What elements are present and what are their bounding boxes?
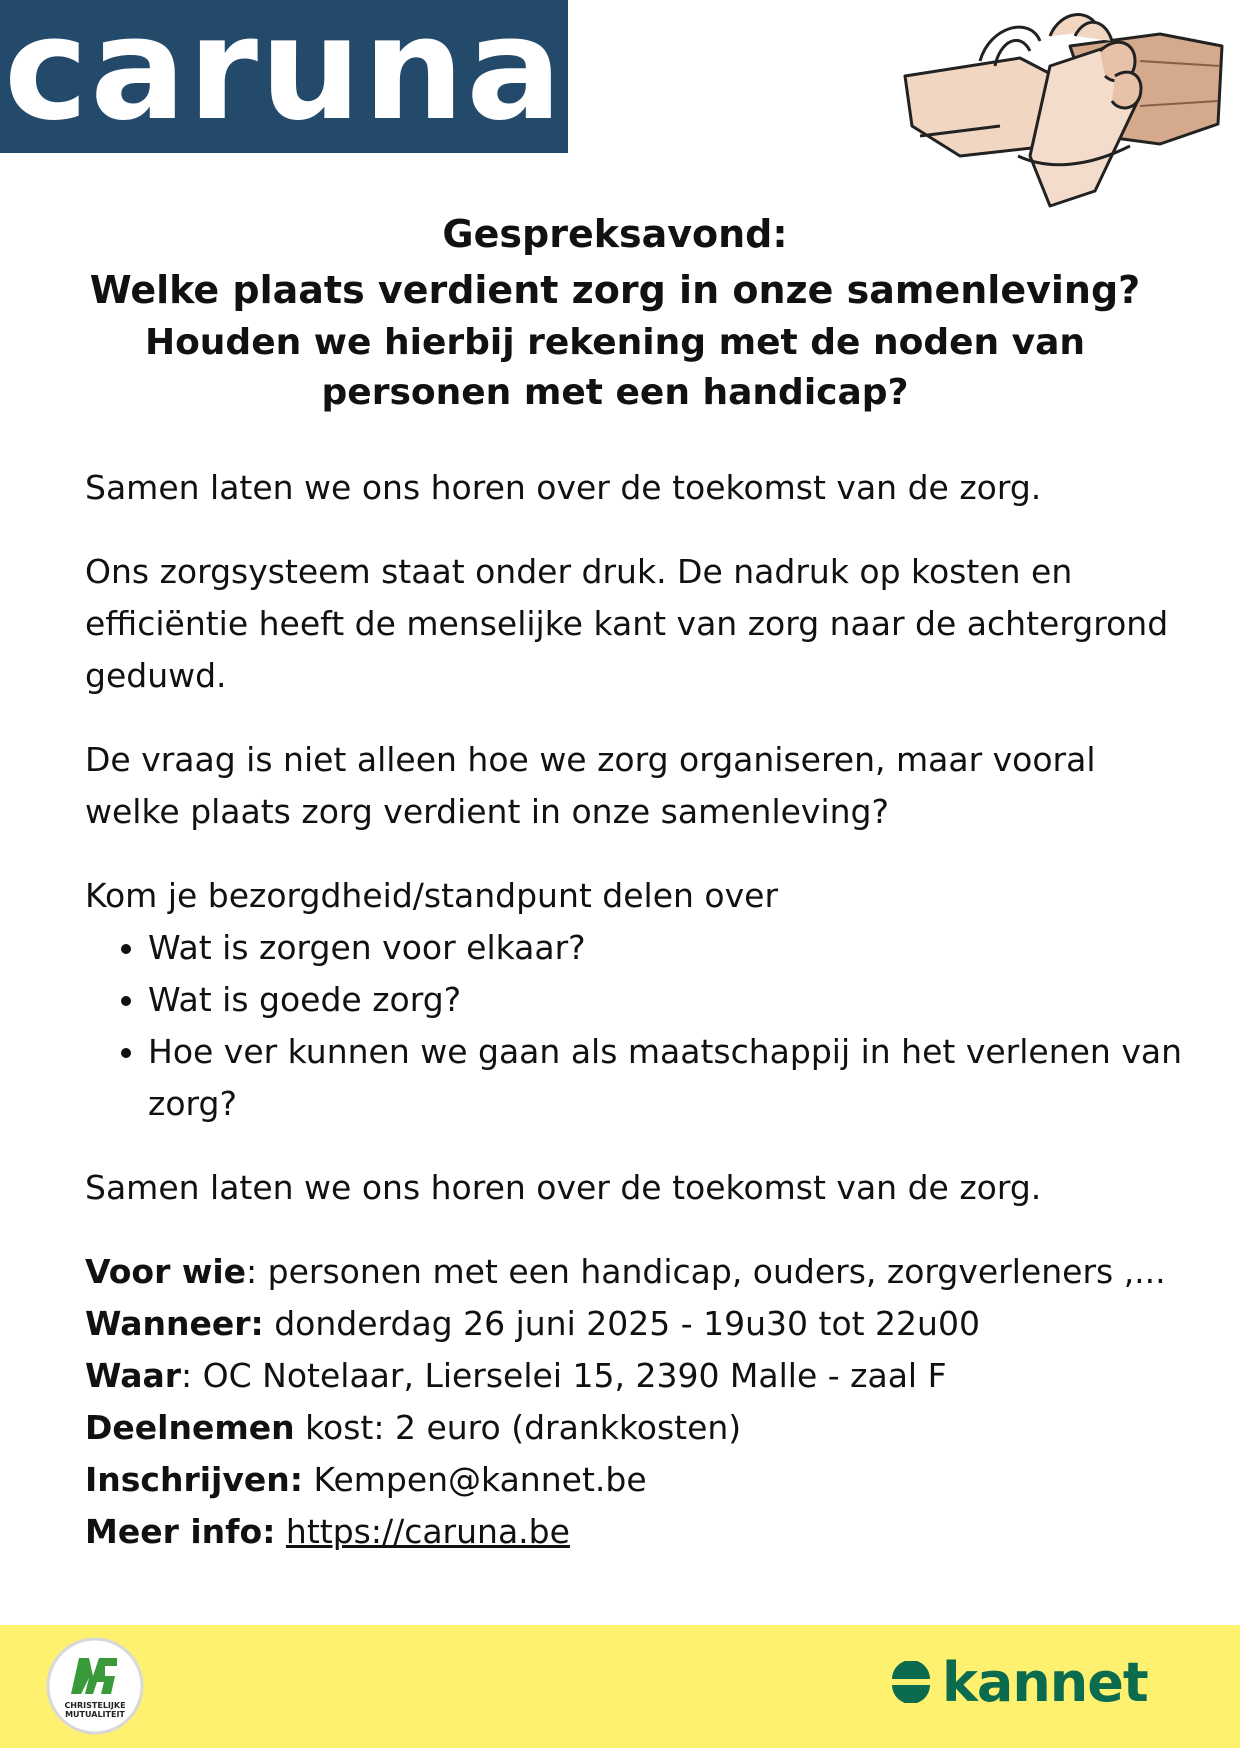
paragraph-5: Samen laten we ons horen over de toekomst van de zorg. xyxy=(85,1168,1042,1207)
info-signup xyxy=(85,1454,1185,1506)
info-when xyxy=(85,1298,1185,1350)
info-where xyxy=(85,1350,1185,1402)
clasped-hands-icon xyxy=(900,6,1230,211)
event-info xyxy=(85,1246,1185,1558)
kannet-logo-text: kannet xyxy=(942,1650,1148,1714)
cm-badge-text-2: MUTUALITEIT xyxy=(65,1710,125,1719)
info-when-value: donderdag 26 juni 2025 - 19u30 tot 22u00 xyxy=(263,1304,980,1343)
info-more xyxy=(85,1506,1185,1558)
caruna-logo xyxy=(0,0,568,153)
footer-bar xyxy=(0,1625,1240,1748)
info-cost-value: kost: 2 euro (drankkosten) xyxy=(294,1408,742,1447)
list-item: • Hoe ver kunnen we gaan als maatschappij in het verlenen van zorg? xyxy=(148,1026,1185,1130)
kannet-logo xyxy=(890,1652,1148,1712)
info-when-label: Wanneer: xyxy=(85,1304,264,1343)
paragraph-3: De vraag is niet alleen hoe we zorg organiseren, maar vooral welke plaats zorg verdient in onze samenleving? xyxy=(85,740,1096,831)
info-signup-email[interactable]: Kempen@kannet.be xyxy=(302,1460,647,1499)
info-signup-label: Inschrijven: xyxy=(85,1460,303,1499)
list-item: • Wat is goede zorg? xyxy=(148,974,1185,1026)
list-item: • Wat is zorgen voor elkaar? xyxy=(148,922,1185,974)
title-block xyxy=(60,206,1170,418)
paragraph-4-intro: Kom je bezorgdheid/standpunt delen over xyxy=(85,876,779,915)
title-line-4: personen met een handicap? xyxy=(321,372,909,413)
info-who-value: : personen met een handicap, ouders, zorgverleners ,... xyxy=(246,1252,1166,1291)
info-where-label: Waar xyxy=(85,1356,182,1395)
cm-badge-text-1: CHRISTELIJKE xyxy=(64,1701,126,1710)
info-where-value: : OC Notelaar, Lierselei 15, 2390 Malle - zaal F xyxy=(181,1356,947,1395)
title-line-1: Gespreksavond: xyxy=(442,212,788,256)
caruna-logo-text: caruna xyxy=(3,0,565,152)
info-cost xyxy=(85,1402,1185,1454)
info-who xyxy=(85,1246,1185,1298)
paragraph-2: Ons zorgsysteem staat onder druk. De nadruk op kosten en efficiëntie heeft de menselijke kant van zorg naar de achtergrond geduwd. xyxy=(85,552,1169,695)
info-more-label: Meer info: xyxy=(85,1512,276,1551)
title-line-3: Houden we hierbij rekening met de noden van xyxy=(144,322,1086,363)
body-content xyxy=(85,462,1185,1558)
more-info-link[interactable]: https://caruna.be xyxy=(285,1512,570,1551)
cm-logo-icon xyxy=(45,1636,145,1736)
title-line-2: Welke plaats verdient zorg in onze samenleving? xyxy=(89,268,1141,312)
kannet-logo-icon xyxy=(890,1661,932,1703)
info-who-label: Voor wie xyxy=(85,1252,247,1291)
paragraph-1: Samen laten we ons horen over de toekomst van de zorg. xyxy=(85,468,1042,507)
info-cost-label: Deelnemen xyxy=(85,1408,295,1447)
question-list xyxy=(85,922,1185,1130)
